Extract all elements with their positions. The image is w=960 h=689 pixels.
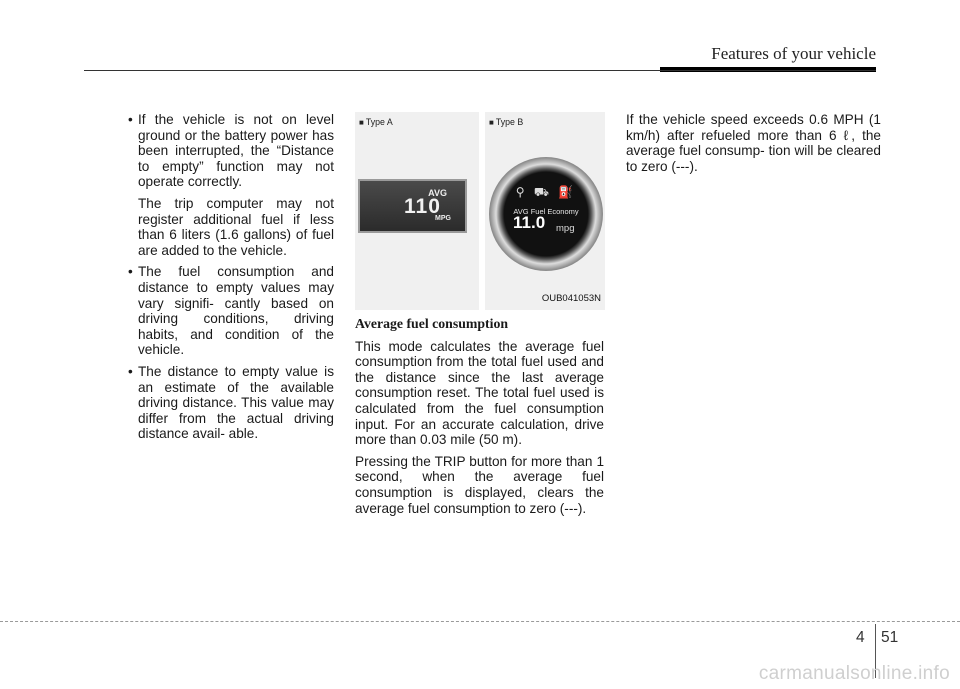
paragraph: The distance to empty value is an estimate of the available driving distance. This value may differ from the actual driving distance avail- able. xyxy=(138,363,334,442)
type-b-label: ■ Type B xyxy=(489,117,524,127)
lcd-mode: AVG xyxy=(428,188,447,198)
dial-value: 11.0 xyxy=(513,213,546,232)
bullet-list xyxy=(128,112,334,442)
list-item xyxy=(128,112,334,258)
paragraph: Pressing the TRIP button for more than 1 second, when the average fuel consumption is displayed, clears the average fuel consumption to zero (---). xyxy=(355,453,604,516)
bullet-icon: • xyxy=(128,363,133,379)
square-bullet-icon: ■ xyxy=(489,118,494,127)
trip-computer-figure xyxy=(355,112,605,310)
header-title: Features of your vehicle xyxy=(711,44,876,63)
header-rule xyxy=(84,70,876,71)
bullet-icon: • xyxy=(128,264,133,280)
paragraph: If the vehicle speed exceeds 0.6 MPH (1 km/h) after refueled more than 6 ℓ, the average fuel consump- tion will be cleared to zero (---). xyxy=(626,112,881,174)
paragraph: The fuel consumption and distance to empty values may vary signifi- cantly based on driving conditions, driving habits, and condition of the vehicle. xyxy=(138,264,334,358)
dial-label: AVG Fuel Economy xyxy=(513,207,579,216)
figure-code: OUB041053N xyxy=(541,293,601,305)
paragraph: The trip computer may not register additional fuel if less than 6 liters (1.6 gallons) of fuel are added to the vehicle. xyxy=(138,195,334,258)
car-fuel-icon: ⚲ ⛟ ⛽ xyxy=(515,185,577,199)
type-a-lcd-display xyxy=(358,179,467,233)
chapter-number: 4 xyxy=(856,629,865,646)
lcd-unit: MPG xyxy=(435,215,451,222)
column-3 xyxy=(626,112,881,180)
paragraph: If the vehicle is not on level ground or the battery power has been interrupted, the “Distance to empty” function may not operate correctly. xyxy=(138,112,334,190)
column-2 xyxy=(355,112,604,522)
dial-unit: mpg xyxy=(556,223,575,234)
section-heading: Average fuel consumption xyxy=(355,316,509,331)
page-number: 51 xyxy=(881,629,899,646)
paragraph: This mode calculates the average fuel consumption from the total fuel used and the distance since the last average consumption reset. The total fuel used is calculated from the fuel consumption input. For an accurate calculation, drive more than 0.03 mile (50 m). xyxy=(355,338,604,448)
list-item xyxy=(128,264,334,358)
watermark: carmanualsonline.info xyxy=(758,663,950,684)
square-bullet-icon: ■ xyxy=(359,118,364,127)
bullet-icon: • xyxy=(128,112,133,127)
list-item xyxy=(128,364,334,442)
footer-rule xyxy=(0,621,960,622)
section-body xyxy=(355,339,604,517)
figure-divider xyxy=(479,112,485,310)
type-b-round-display xyxy=(489,157,603,271)
column-1 xyxy=(128,112,334,448)
type-a-label: ■ Type A xyxy=(359,117,393,127)
lcd-value: 110 xyxy=(404,195,441,218)
